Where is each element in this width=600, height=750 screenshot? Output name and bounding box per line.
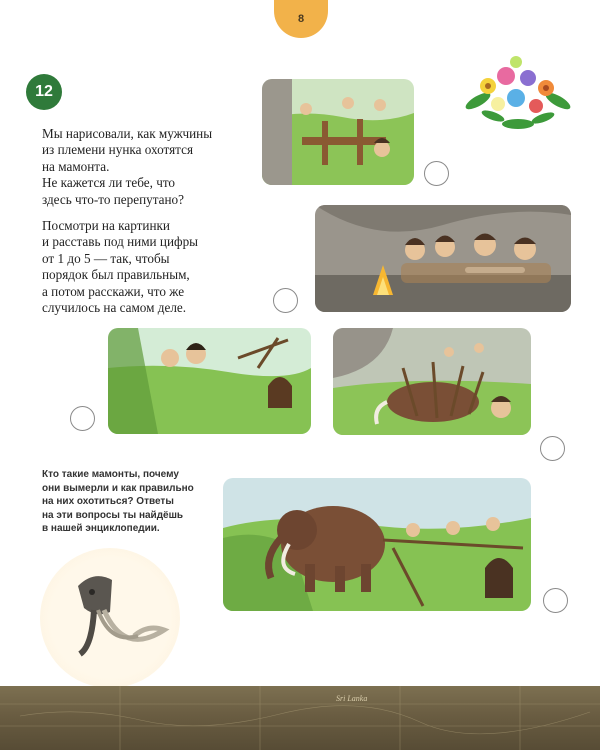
story-panel-trap xyxy=(262,79,414,185)
instruction-line: от 1 до 5 — так, чтобы xyxy=(42,250,170,266)
story-panel-chase xyxy=(223,478,531,611)
instructions-text xyxy=(42,218,267,316)
story-panel-feast xyxy=(315,205,571,312)
encyclopedia-line: на эти вопросы ты найдёшь xyxy=(42,509,184,521)
intro-line: Не кажется ли тебе, что xyxy=(42,175,176,191)
intro-text xyxy=(42,126,267,208)
instruction-line: порядок был правильным, xyxy=(42,267,190,283)
instruction-line: случилось на самом деле. xyxy=(42,300,187,316)
encyclopedia-note xyxy=(42,468,222,536)
intro-line: на мамонта. xyxy=(42,158,110,174)
mammoth-skull-icon xyxy=(64,566,174,662)
encyclopedia-line: на них охотиться? Ответы xyxy=(42,496,174,507)
page-number-tab xyxy=(274,0,328,38)
answer-circle-panel-chase[interactable] xyxy=(543,588,568,613)
flower-bouquet-icon xyxy=(458,46,578,136)
story-panel-spotting xyxy=(108,328,311,434)
encyclopedia-line: Кто такие мамонты, почему xyxy=(42,469,179,480)
answer-circle-panel-feast[interactable] xyxy=(273,288,298,313)
intro-line: из племени нунка охотятся xyxy=(42,142,194,158)
instruction-line: и расставь под ними цифры xyxy=(42,234,199,250)
encyclopedia-line: они вымерли и как правильно xyxy=(42,482,194,494)
intro-line: здесь что-то перепутано? xyxy=(42,191,185,207)
map-label: Sri Lanka xyxy=(336,694,368,703)
answer-circle-panel-trap-mammoth[interactable] xyxy=(540,436,565,461)
bottom-map-strip xyxy=(0,686,600,750)
instruction-line: Посмотри на картинки xyxy=(42,218,170,233)
answer-circle-panel-spotting[interactable] xyxy=(70,406,95,431)
page-number: 8 xyxy=(297,13,305,25)
story-panel-trap-mammoth xyxy=(333,328,531,435)
encyclopedia-line: в нашей энциклопедии. xyxy=(42,523,160,534)
answer-circle-panel-trap[interactable] xyxy=(424,161,449,186)
intro-line: Мы нарисовали, как мужчины xyxy=(42,126,213,141)
task-number: 12 xyxy=(35,83,53,100)
task-number-badge xyxy=(26,74,62,110)
instruction-line: а потом расскажи, что же xyxy=(42,283,185,299)
